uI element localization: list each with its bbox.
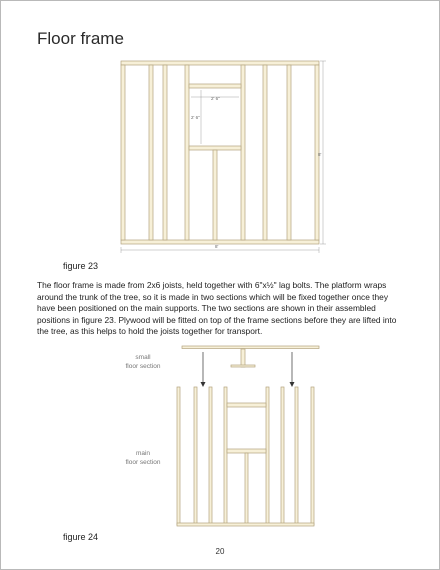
frame-joist	[263, 65, 267, 240]
frame-joist	[163, 65, 167, 240]
opening-height-dimension: 2' 6"	[191, 115, 200, 120]
main-section-label-line2: floor section	[125, 459, 161, 466]
page-number: 20	[215, 547, 225, 556]
small-section-label	[107, 353, 179, 371]
body-paragraph: The floor frame is made from 2x6 joists, held together with 6"x½" lag bolts. The platform wraps around the trunk of the tree, so it is made in two sections which will be fixed together once they have been positioned on the main supports. The two sections are shown in their assembled positions in figure 23. Plywood will be fitted on top of the frame sections before they are lifted into the tree, as this helps to hold the joists together for transport.	[37, 280, 397, 336]
figure-24-floor-sections-diagram	[171, 343, 321, 529]
arrow-down-icon	[290, 382, 295, 387]
frame-top-rail	[121, 61, 319, 65]
frame-joist	[121, 65, 125, 240]
frame-joist	[185, 65, 189, 240]
small-section-plate	[182, 346, 319, 349]
main-section-short-joist	[245, 453, 248, 525]
frame-bottom-rail	[121, 240, 319, 244]
main-section-label	[107, 449, 179, 467]
frame-joist-short	[213, 150, 217, 240]
main-section-header	[227, 449, 266, 453]
opening-header-top	[189, 84, 241, 88]
main-section-header	[227, 403, 266, 407]
main-section-joist	[209, 387, 212, 525]
main-section-joist	[281, 387, 284, 525]
opening-width-dimension: 2' 6"	[211, 96, 220, 101]
small-section-label-line2: floor section	[125, 363, 161, 370]
main-section-label-line1: main	[135, 450, 151, 457]
overall-width-dimension: 8'	[215, 244, 219, 249]
page-title: Floor frame	[37, 29, 124, 48]
frame-joist	[149, 65, 153, 240]
main-section-joist	[266, 387, 269, 525]
frame-joist	[241, 65, 245, 240]
figure-24-caption: figure 24	[63, 532, 99, 542]
arrow-down-icon	[201, 382, 206, 387]
main-section-joist	[311, 387, 314, 525]
overall-height-dimension: 8'	[318, 152, 322, 157]
figure-23-floor-frame-diagram	[113, 55, 328, 257]
main-section-joist	[295, 387, 298, 525]
small-section-joist	[241, 349, 245, 367]
main-section-joist	[224, 387, 227, 525]
main-section-joist	[194, 387, 197, 525]
figure-23-caption: figure 23	[63, 261, 99, 271]
small-section-base	[231, 365, 255, 367]
opening-header-bottom	[189, 146, 241, 150]
small-section-label-line1: small	[135, 354, 151, 361]
frame-joist	[287, 65, 291, 240]
main-section-bottom-rail	[177, 523, 314, 526]
